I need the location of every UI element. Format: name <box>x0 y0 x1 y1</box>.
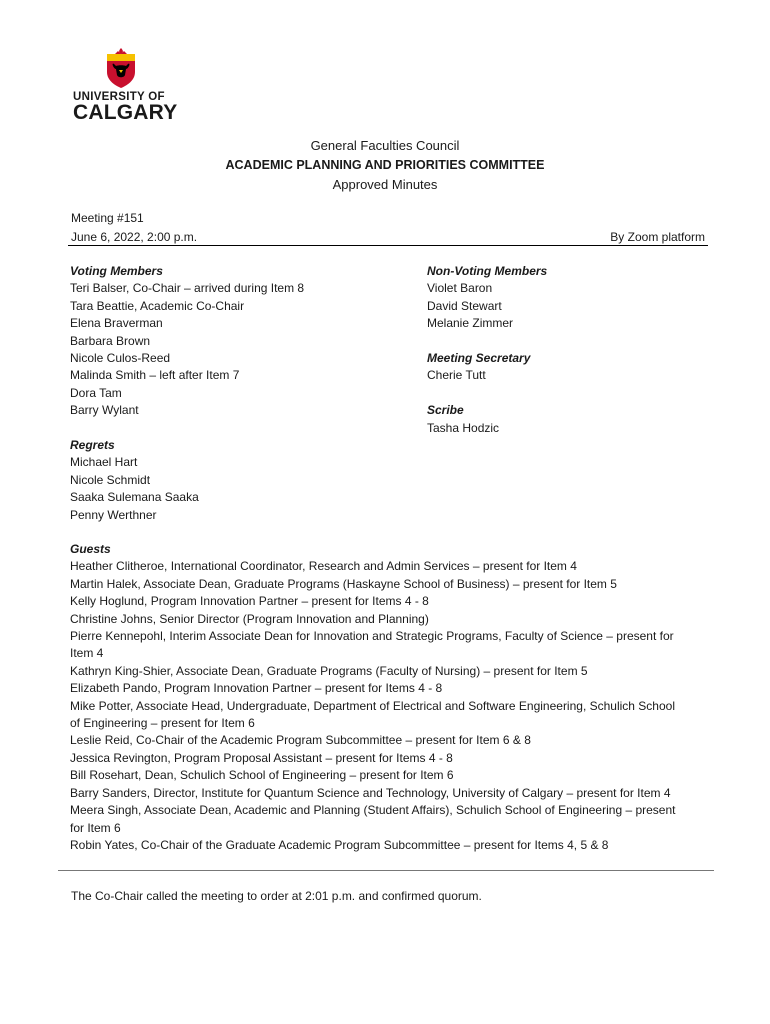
regrets-title: Regrets <box>70 438 115 453</box>
scribe-title: Scribe <box>427 403 464 418</box>
guest-line: Jessica Revington, Program Proposal Assistant – present for Items 4 - 8 <box>70 750 453 765</box>
spacer <box>427 385 717 402</box>
guest-line: Barry Sanders, Director, Institute for Quantum Science and Technology, University of Calgary – present for Item 4 <box>70 785 671 800</box>
meeting-platform: By Zoom platform <box>610 230 705 244</box>
opening-statement: The Co-Chair called the meeting to order at 2:01 p.m. and confirmed quorum. <box>71 889 482 903</box>
list-item: Teri Balser, Co-Chair – arrived during Item 8 <box>70 281 305 296</box>
guest-line: Item 4 <box>70 646 104 661</box>
university-logo <box>73 48 178 124</box>
list-item: David Stewart <box>427 298 502 313</box>
guest-line: for Item 6 <box>70 820 121 835</box>
guests-section <box>70 541 712 854</box>
logo-line-university-of: UNIVERSITY OF <box>73 91 165 103</box>
section-divider <box>58 870 714 871</box>
list-item: Barry Wylant <box>70 403 139 418</box>
list-item: Malinda Smith – left after Item 7 <box>70 368 240 383</box>
guest-line: Meera Singh, Associate Dean, Academic and Planning (Student Affairs), Schulich School of Engineering – present <box>70 803 676 818</box>
guest-line: Kelly Hoglund, Program Innovation Partner – present for Items 4 - 8 <box>70 594 429 609</box>
guest-line: Pierre Kennepohl, Interim Associate Dean for Innovation and Strategic Programs, Faculty of Science – present for <box>70 629 674 644</box>
meeting-secretary-title: Meeting Secretary <box>427 351 531 366</box>
guest-line: Kathryn King-Shier, Associate Dean, Graduate Programs (Faculty of Nursing) – present for Item 5 <box>70 663 588 678</box>
list-item: Tasha Hodzic <box>427 420 500 435</box>
committee-title: ACADEMIC PLANNING AND PRIORITIES COMMITTEE <box>225 158 545 172</box>
logo-line-calgary: CALGARY <box>73 101 178 124</box>
meeting-number: Meeting #151 <box>71 211 144 225</box>
guest-line: of Engineering – present for Item 6 <box>70 716 255 731</box>
header-divider <box>68 245 708 246</box>
list-item: Saaka Sulemana Saaka <box>70 490 199 505</box>
list-item: Penny Werthner <box>70 507 157 522</box>
list-item: Barbara Brown <box>70 333 151 348</box>
guest-line: Leslie Reid, Co-Chair of the Academic Program Subcommittee – present for Item 6 & 8 <box>70 733 531 748</box>
guests-title: Guests <box>70 542 111 556</box>
guest-line: Bill Rosehart, Dean, Schulich School of Engineering – present for Item 6 <box>70 768 454 783</box>
meeting-date: June 6, 2022, 2:00 p.m. <box>71 230 198 244</box>
guest-line: Mike Potter, Associate Head, Undergraduate, Department of Electrical and Software Engineering, Schulich School <box>70 698 675 713</box>
spacer <box>427 333 717 350</box>
list-item: Nicole Culos-Reed <box>70 351 171 366</box>
list-item: Nicole Schmidt <box>70 472 151 487</box>
attendance-right-column <box>427 263 717 437</box>
spacer <box>70 420 410 437</box>
university-crest-icon <box>104 48 138 88</box>
guest-line: Christine Johns, Senior Director (Program Innovation and Planning) <box>70 611 429 626</box>
guest-line: Robin Yates, Co-Chair of the Graduate Academic Program Subcommittee – present for Items 4, 5 & 8 <box>70 837 609 852</box>
guest-line: Heather Clitheroe, International Coordinator, Research and Admin Services – present for Item 4 <box>70 559 577 574</box>
guest-line: Elizabeth Pando, Program Innovation Partner – present for Items 4 - 8 <box>70 681 443 696</box>
non-voting-members-title: Non-Voting Members <box>427 264 548 278</box>
document-type: Approved Minutes <box>332 177 438 192</box>
list-item: Cherie Tutt <box>427 368 486 383</box>
list-item: Dora Tam <box>70 385 122 400</box>
guest-line: Martin Halek, Associate Dean, Graduate Programs (Haskayne School of Business) – present for Item 5 <box>70 576 617 591</box>
attendance-left-column <box>70 263 410 524</box>
council-title: General Faculties Council <box>310 138 460 153</box>
list-item: Melanie Zimmer <box>427 316 514 331</box>
list-item: Michael Hart <box>70 455 138 470</box>
list-item: Elena Braverman <box>70 316 163 331</box>
list-item: Violet Baron <box>427 281 493 296</box>
list-item: Tara Beattie, Academic Co-Chair <box>70 298 245 313</box>
voting-members-title: Voting Members <box>70 264 163 278</box>
